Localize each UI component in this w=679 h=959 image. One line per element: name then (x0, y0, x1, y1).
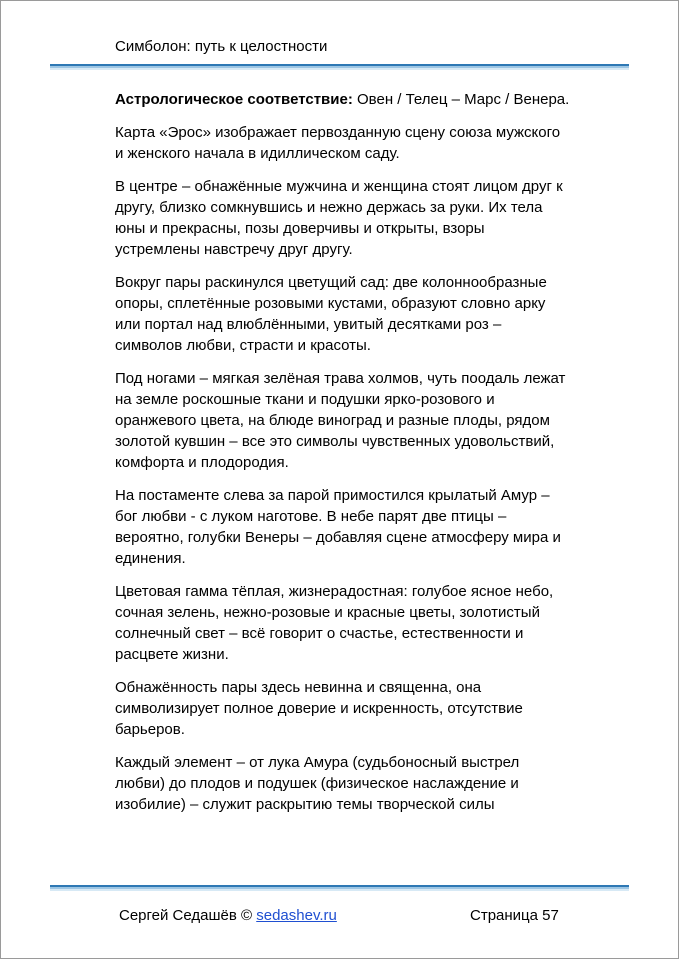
paragraph-8: Каждый элемент – от лука Амура (судьбоносный выстрел любви) до плодов и подушек (физическое наслаждение и изобилие) – служит раскрытию темы творческой силы (115, 754, 520, 813)
astro-value: Овен / Телец – Марс / Венера. (352, 91, 570, 108)
page-content (115, 89, 570, 827)
footer-author (119, 906, 337, 926)
site-link[interactable]: sedashev.ru (256, 907, 337, 924)
paragraph-1: Карта «Эрос» изображает первозданную сцену союза мужского и женского начала в идиллическом саду. (115, 124, 561, 162)
running-header: Симболон: путь к целостности (115, 38, 328, 55)
paragraph-3: Вокруг пары раскинулся цветущий сад: две колоннообразные опоры, сплетённые розовыми кустами, образуют словно арку или портал над влюблёнными, увитый десятками роз – символов любви, страсти и красоты. (115, 274, 547, 354)
astro-label: Астрологическое соответствие: (115, 91, 353, 108)
paragraph-4: Под ногами – мягкая зелёная трава холмов, чуть поодаль лежат на земле роскошные ткани и подушки ярко-розового и оранжевого цвета, на блюде виноград и разные плоды, рядом золотой кувшин – все это символы чувственных удовольствий, комфорта и плодородия. (115, 370, 566, 471)
page-number: Страница 57 (470, 907, 559, 924)
paragraph-2: В центре – обнажённые мужчина и женщина стоят лицом друг к другу, близко сомкнувшись и нежно держась за руки. Их тела юны и прекрасны, позы доверчивы и открыты, взоры устремлены навстречу друг другу. (115, 178, 563, 258)
paragraph-6: Цветовая гамма тёплая, жизнерадостная: голубое ясное небо, сочная зелень, нежно-розовые и красные цветы, золотистый солнечный свет – всё говорит о счастье, естественности и расцвете жизни. (115, 583, 554, 663)
author-name: Сергей Седашёв © (119, 907, 257, 924)
astro-paragraph (115, 89, 570, 110)
footer-rule (50, 885, 629, 892)
header-rule (50, 64, 629, 71)
paragraph-7: Обнажённость пары здесь невинна и священна, она символизирует полное доверие и искренность, отсутствие барьеров. (115, 679, 523, 738)
paragraph-5: На постаменте слева за парой примостился крылатый Амур – бог любви - с луком наготове. В небе парят две птицы – вероятно, голубки Венеры – добавляя сцене атмосферу мира и единения. (115, 487, 561, 567)
